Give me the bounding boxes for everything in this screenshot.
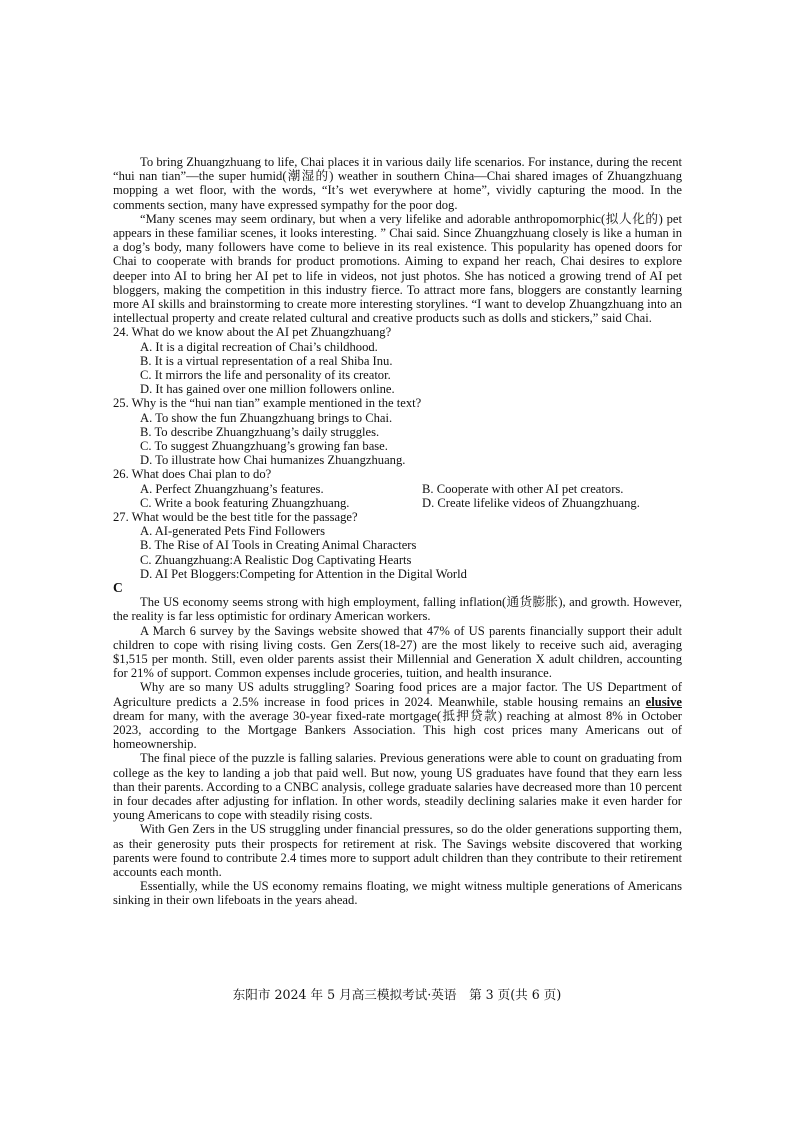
underlined-word-elusive: elusive (645, 694, 682, 709)
option-d: D. Create lifelike videos of Zhuangzhuang. (422, 495, 640, 510)
option-c: C. Zhuangzhuang:A Realistic Dog Captivating Hearts (140, 552, 412, 567)
option-b: B. It is a virtual representation of a real Shiba Inu. (140, 353, 393, 368)
option-b: B. Cooperate with other AI pet creators. (422, 481, 624, 496)
passage-c-paragraph-3 (113, 680, 682, 751)
passage-c-paragraph-1: The US economy seems strong with high employment, falling inflation(通货膨胀), and growth. However, the reality is far less optimistic for ordinary American workers. (113, 595, 682, 624)
page-footer: 东阳市 2024 年 5 月高三模拟考试·英语 第 3 页(共 6 页) (232, 987, 562, 1002)
passage-c-paragraph-2: A March 6 survey by the Savings website showed that 47% of US parents financially support their adult children to cope with rising living costs. Gen Zers(18-27) are the most likely to receive such aid, averaging $1,515 per month. Still, even older parents assist their Millennial and Generation X adult children, accounting for 21% of support. Common expenses include groceries, tuition, and health insurance. (113, 623, 682, 681)
passage-c-paragraph-6: Essentially, while the US economy remains floating, we might witness multiple generations of Americans sinking in their own lifeboats in the years ahead. (113, 879, 682, 908)
option-c: C. To suggest Zhuangzhuang’s growing fan base. (140, 439, 388, 454)
option-a: A. Perfect Zhuangzhuang’s features. (140, 481, 324, 496)
question-stem: 27. What would be the best title for the passage? (113, 510, 358, 525)
passage-c-paragraph-5: With Gen Zers in the US struggling under financial pressures, so do the older generations supporting them, as their generosity puts their prospects for retirement at risk. The Savings website discovered that working parents were found to contribute 2.4 times more to support adult children than they contribute to their retirement accounts each month. (113, 822, 682, 879)
content-column (113, 155, 682, 908)
question-27 (113, 510, 682, 581)
option-c: C. It mirrors the life and personality of its creator. (140, 368, 391, 383)
question-26 (113, 467, 682, 510)
question-stem: 24. What do we know about the AI pet Zhuangzhuang? (113, 325, 392, 340)
option-d: D. To illustrate how Chai humanizes Zhuangzhuang. (140, 453, 406, 468)
section-heading-c: C (113, 580, 123, 596)
passage-c-paragraph-4: The final piece of the puzzle is falling salaries. Previous generations were able to count on graduating from college as the key to landing a job that paid well. But now, young US graduates have found that they earn less than their parents. According to a CNBC analysis, college graduate salaries have decreased more than 10 percent in four decades after adjusting for inflation. In other words, steadily declining salaries make it even harder for young Americans to cope with steadily rising costs. (113, 751, 682, 823)
option-c: C. Write a book featuring Zhuangzhuang. (140, 495, 350, 510)
question-stem: 25. Why is the “hui nan tian” example mentioned in the text? (113, 396, 422, 411)
paragraph-text: dream for many, with the average 30-year fixed-rate mortgage(抵押贷款) reaching at almost 8% in October 2023, according to the Mortgage Bankers Association. This high cost prices many Americans out of homeownership. (113, 708, 682, 752)
options-row-1 (113, 482, 682, 496)
option-b: B. The Rise of AI Tools in Creating Animal Characters (140, 538, 417, 553)
option-b: B. To describe Zhuangzhuang’s daily struggles. (140, 424, 380, 439)
question-stem: 26. What does Chai plan to do? (113, 467, 272, 482)
passage-b-paragraph-2: “Many scenes may seem ordinary, but when a very lifelike and adorable anthropomorphic(拟人化的) pet appears in these familiar scenes, it looks interesting. ” Chai said. Since Zhuangzhuang closely is like a human in a dog’s body, many followers have come to believe in its real existence. This popularity has opened doors for Chai to cooperate with brands for product promotions. Aiming to expand her reach, Chai desires to explore deeper into AI to bring her AI pet to life in videos, not just photos. She has noticed a growing trend of AI pet bloggers, making the competition in this industry fierce. To attract more fans, bloggers are constantly learning more AI skills and brainstorming to create more interesting storylines. “I want to develop Zhuangzhuang into an intellectual property and create related cultural and creative products such as dolls and stickers,” said Chai. (113, 211, 682, 326)
question-25 (113, 396, 682, 467)
options-row-2 (113, 496, 682, 510)
passage-b-paragraph-1: To bring Zhuangzhuang to life, Chai places it in various daily life scenarios. For instance, during the recent “hui nan tian”—the super humid(潮湿的) weather in southern China—Chai shared images of Zhuangzhuang mopping a wet floor, with the words, “It’s wet everywhere at home”, vividly capturing the mood. In the comments section, many have expressed sympathy for the poor dog. (113, 155, 682, 212)
option-d: D. It has gained over one million followers online. (140, 382, 395, 397)
option-a: A. To show the fun Zhuangzhuang brings to Chai. (140, 410, 393, 425)
question-24 (113, 325, 682, 396)
option-a: A. It is a digital recreation of Chai’s childhood. (140, 339, 378, 354)
option-a: A. AI-generated Pets Find Followers (140, 524, 326, 539)
option-d: D. AI Pet Bloggers:Competing for Attention in the Digital World (140, 566, 467, 581)
paragraph-text: Why are so many US adults struggling? Soaring food prices are a major factor. The US Department of Agriculture predicts a 2.5% increase in food prices in 2024. Meanwhile, stable housing remains an (113, 680, 682, 709)
